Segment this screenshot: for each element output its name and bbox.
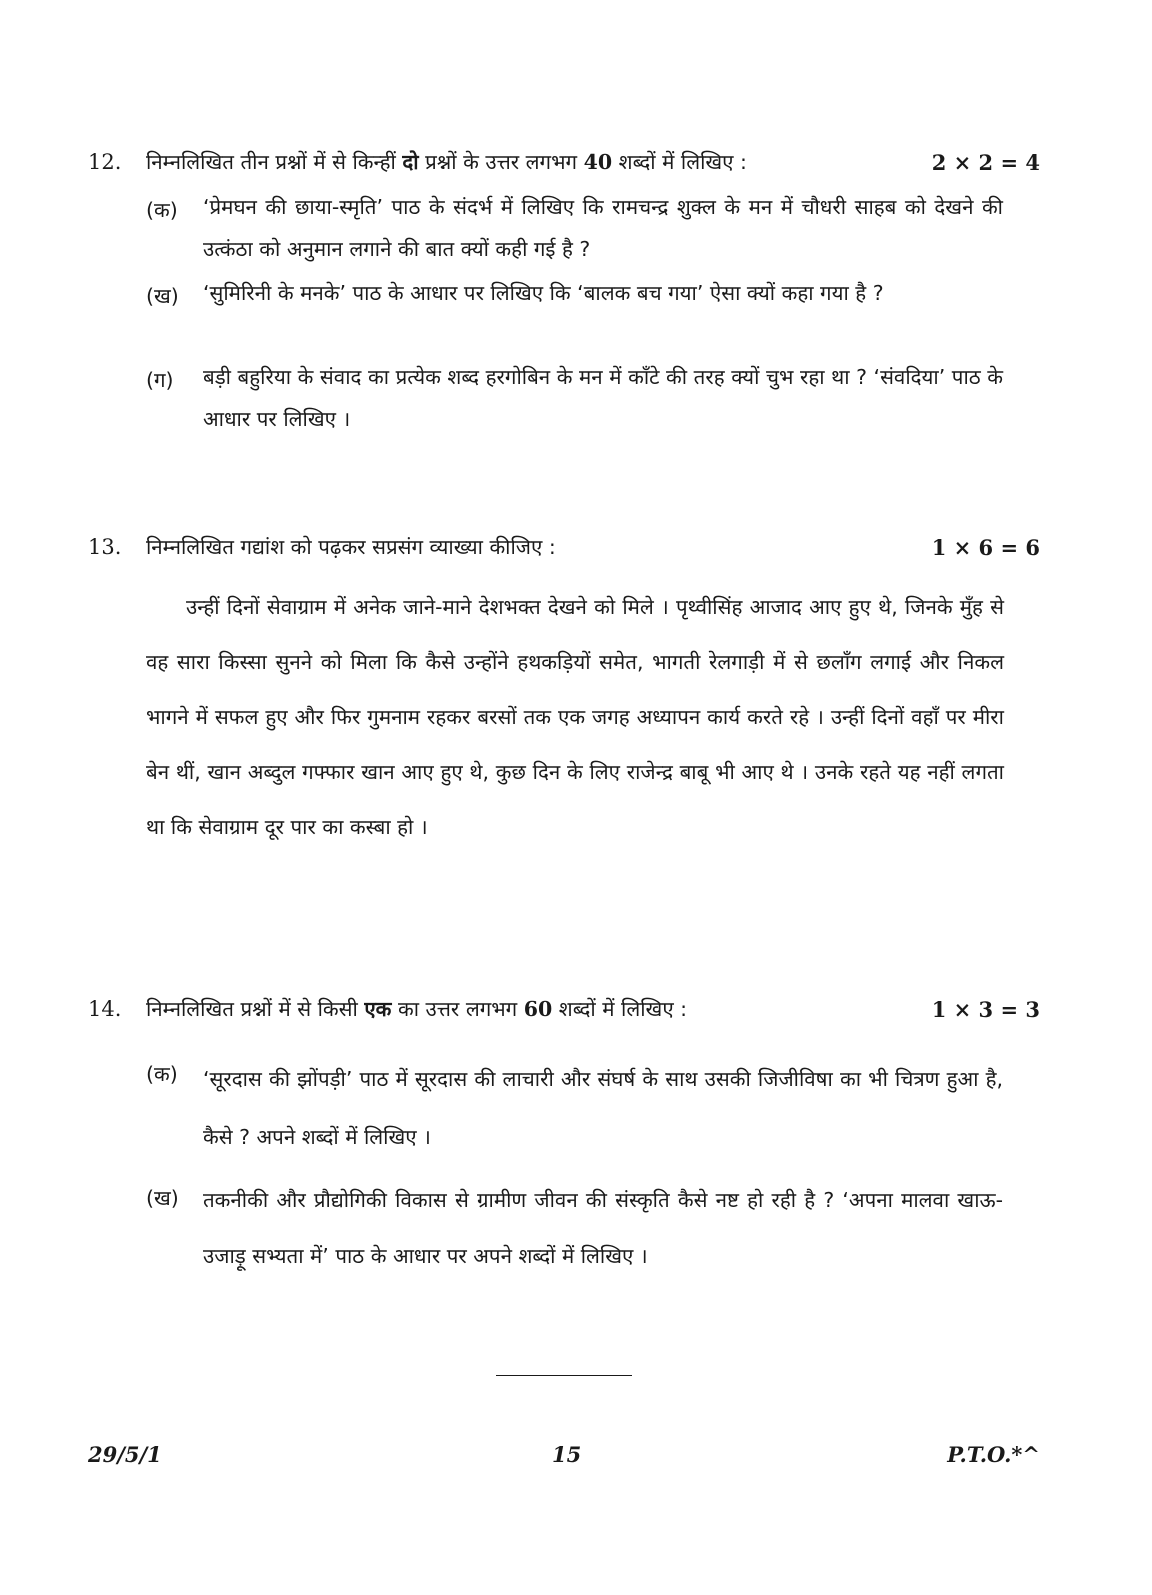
- question-13-instruction: निम्नलिखित गद्यांश को पढ़कर सप्रसंग व्याख्या कीजिए :: [146, 535, 556, 559]
- q14-item-b-label: (ख): [146, 1186, 179, 1210]
- q12-item-a-text: ‘प्रेमघन की छाया-स्मृति’ पाठ के संदर्भ में लिखिए कि रामचन्द्र शुक्ल के मन में चौधरी साहब को देखने की उत्कंठा को अनुमान लगाने की बात क्यों कही गई है ?: [203, 195, 1003, 261]
- question-14-marks: 1 × 3 = 3: [931, 997, 1040, 1022]
- footer-page-number: 15: [552, 1442, 582, 1467]
- q12-item-b-label: (ख): [146, 284, 179, 308]
- question-13-number: 13.: [88, 535, 122, 559]
- question-13-marks: 1 × 6 = 6: [931, 535, 1040, 560]
- q12-item-a-label: (क): [146, 198, 178, 222]
- footer-paper-code: 29/5/1: [88, 1442, 162, 1467]
- question-13-passage: उन्हीं दिनों सेवाग्राम में अनेक जाने-माने देशभक्त देखने को मिले । पृथ्वीसिंह आजाद आए हुए थे, जिनके मुँह से वह सारा किस्सा सुनने को मिला कि कैसे उन्होंने हथकड़ियों समेत, भागती रेलगाड़ी में से छलाँग लगाई और निकल भागने में सफल हुए और फिर गुमनाम रहकर बरसों तक एक जगह अध्यापन कार्य करते रहे । उन्हीं दिनों वहाँ पर मीरा बेन थीं, खान अब्दुल गफ्फार खान आए हुए थे, कुछ दिन के लिए राजेन्द्र बाबू भी आए थे । उनके रहते यह नहीं लगता था कि सेवाग्राम दूर पार का कस्बा हो ।: [146, 595, 1004, 839]
- question-12-marks: 2 × 2 = 4: [931, 150, 1040, 175]
- q14-item-b-text: तकनीकी और प्रौद्योगिकी विकास से ग्रामीण जीवन की संस्कृति कैसे नष्ट हो रही है ? ‘अपना मालवा खाऊ-उजाड़ू सभ्यता में’ पाठ के आधार पर अपने शब्दों में लिखिए ।: [203, 1188, 1003, 1268]
- footer-pto: P.T.O.*^: [947, 1442, 1040, 1467]
- question-14-instruction: निम्नलिखित प्रश्नों में से किसी एक का उत्तर लगभग 60 शब्दों में लिखिए :: [146, 997, 688, 1021]
- q12-item-c-text: बड़ी बहुरिया के संवाद का प्रत्येक शब्द हरगोबिन के मन में काँटे की तरह क्यों चुभ रहा था ? ‘संवदिया’ पाठ के आधार पर लिखिए ।: [203, 365, 1003, 431]
- q14-item-a-label: (क): [146, 1062, 178, 1086]
- q12-item-b-text: ‘सुमिरिनी के मनके’ पाठ के आधार पर लिखिए कि ‘बालक बच गया’ ऐसा क्यों कहा गया है ?: [203, 281, 884, 305]
- q14-item-a-text: ‘सूरदास की झोंपड़ी’ पाठ में सूरदास की लाचारी और संघर्ष के साथ उसकी जिजीविषा का भी चित्रण हुआ है, कैसे ? अपने शब्दों में लिखिए ।: [203, 1067, 1003, 1149]
- question-12-instruction: निम्नलिखित तीन प्रश्नों में से किन्हीं दो प्रश्नों के उत्तर लगभग 40 शब्दों में लिखिए :: [146, 150, 747, 174]
- q12-item-c-label: (ग): [146, 368, 174, 392]
- question-14-number: 14.: [88, 997, 122, 1021]
- section-end-divider: [496, 1375, 632, 1376]
- question-12-number: 12.: [88, 150, 122, 174]
